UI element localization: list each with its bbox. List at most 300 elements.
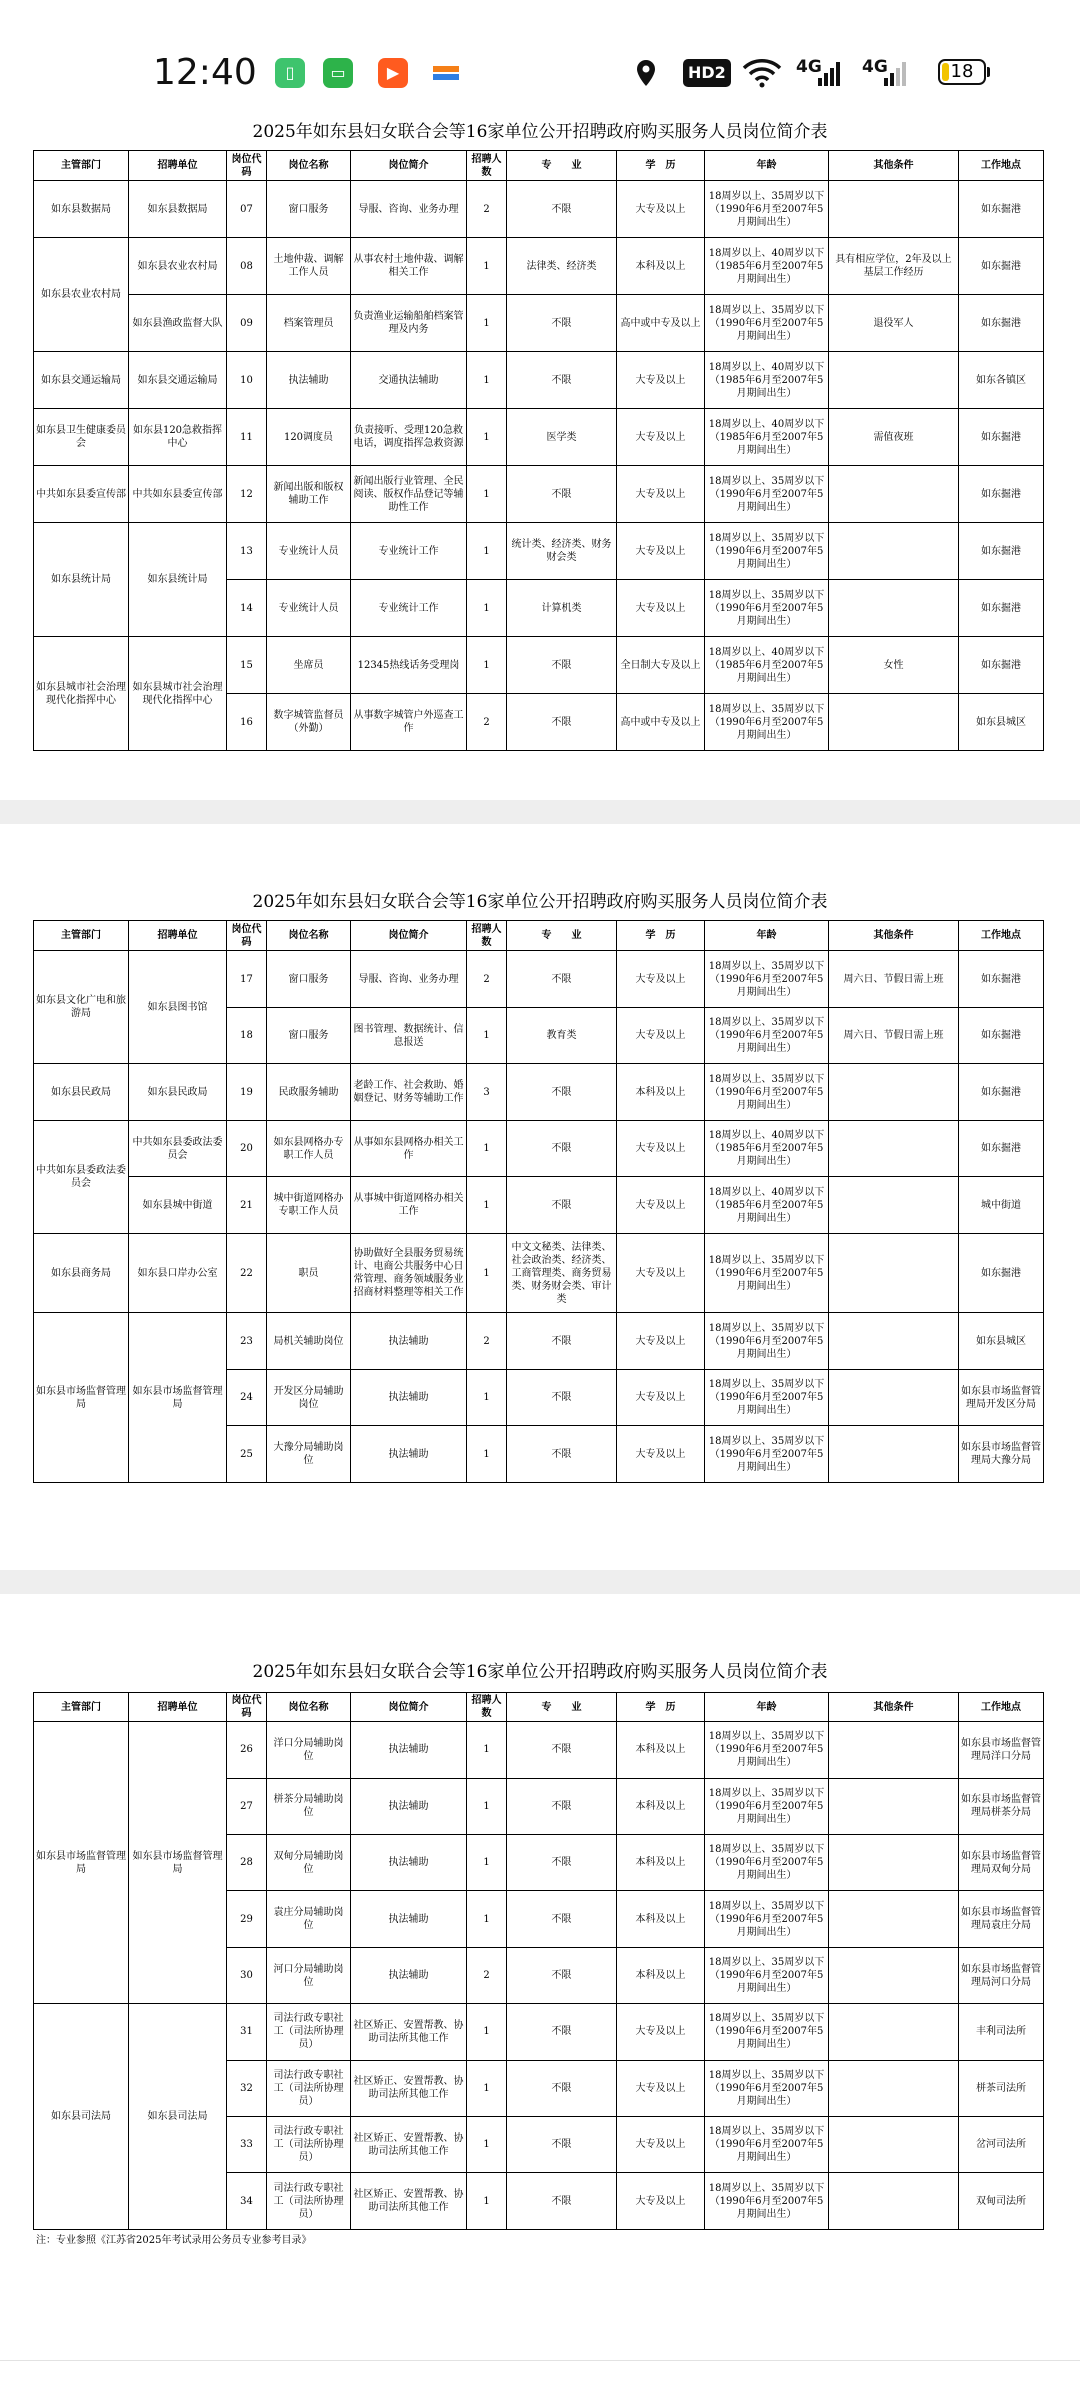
cell-num: 1 — [467, 580, 507, 637]
header-name: 岗位名称 — [267, 921, 351, 951]
cell-desc: 交通执法辅助 — [351, 352, 467, 409]
cell-other — [829, 1369, 959, 1426]
header-desc: 岗位简介 — [351, 151, 467, 181]
cell-num: 1 — [467, 1007, 507, 1064]
cell-place: 如东掘港 — [959, 466, 1044, 523]
cell-age: 18周岁以上、40周岁以下（1985年6月至2007年5月期间出生） — [705, 1177, 829, 1234]
cell-desc: 新闻出版行业管理、全民阅读、版权作品登记等辅助性工作 — [351, 466, 467, 523]
cell-code: 31 — [227, 2004, 267, 2060]
cell-major: 不限 — [507, 694, 617, 751]
cell-major: 不限 — [507, 1778, 617, 1834]
cell-edu: 大专及以上 — [617, 523, 705, 580]
cell-code: 27 — [227, 1778, 267, 1834]
cell-place: 丰利司法所 — [959, 2004, 1044, 2060]
cell-unit: 如东县市场监督管理局 — [129, 1722, 227, 2004]
page-title: 2025年如东县妇女联合会等16家单位公开招聘政府购买服务人员岗位简介表 — [252, 122, 828, 142]
cell-place: 如东掘港 — [959, 409, 1044, 466]
wifi-icon — [742, 58, 782, 88]
cell-code: 15 — [227, 637, 267, 694]
cell-place: 如东县城区 — [959, 1313, 1044, 1370]
cell-age: 18周岁以上、35周岁以下（1990年6月至2007年5月期间出生） — [705, 1426, 829, 1483]
cell-major: 不限 — [507, 352, 617, 409]
cell-dept: 如东县司法局 — [34, 2004, 129, 2230]
header-other: 其他条件 — [829, 151, 959, 181]
cell-other — [829, 1233, 959, 1313]
cell-code: 23 — [227, 1313, 267, 1370]
cell-name: 司法行政专职社工（司法所协理员） — [267, 2117, 351, 2173]
header-name: 岗位名称 — [267, 151, 351, 181]
cell-edu: 高中或中专及以上 — [617, 295, 705, 352]
cell-place: 如东掘港 — [959, 637, 1044, 694]
header-other: 其他条件 — [829, 921, 959, 951]
cell-dept: 如东县市场监督管理局 — [34, 1722, 129, 2004]
cell-code: 19 — [227, 1064, 267, 1121]
cell-code: 25 — [227, 1426, 267, 1483]
table-row — [34, 295, 1044, 352]
cell-edu: 大专及以上 — [617, 1177, 705, 1234]
cell-major: 不限 — [507, 1120, 617, 1177]
header-name: 岗位名称 — [267, 1693, 351, 1722]
cell-other — [829, 1835, 959, 1891]
cell-name: 窗口服务 — [267, 951, 351, 1008]
network-type-1: 4G — [796, 57, 822, 77]
cell-edu: 大专及以上 — [617, 1120, 705, 1177]
cell-other: 具有相应学位，2年及以上基层工作经历 — [829, 238, 959, 295]
header-unit: 招聘单位 — [129, 1693, 227, 1722]
cell-unit: 如东县市场监督管理局 — [129, 1313, 227, 1483]
cell-name: 窗口服务 — [267, 1007, 351, 1064]
table-row — [34, 523, 1044, 580]
cell-name: 职员 — [267, 1233, 351, 1313]
cell-code: 13 — [227, 523, 267, 580]
header-desc: 岗位简介 — [351, 921, 467, 951]
cell-major: 不限 — [507, 2173, 617, 2230]
cell-unit: 如东县渔政监督大队 — [129, 295, 227, 352]
cell-edu: 大专及以上 — [617, 580, 705, 637]
cell-other — [829, 1426, 959, 1483]
cell-other — [829, 694, 959, 751]
cell-place: 栟茶司法所 — [959, 2060, 1044, 2116]
wallet-app-icon — [431, 58, 461, 88]
cell-other — [829, 1064, 959, 1121]
cell-unit: 如东县统计局 — [129, 523, 227, 637]
cell-desc: 从事如东县网格办相关工作 — [351, 1120, 467, 1177]
table-row — [34, 466, 1044, 523]
cell-desc: 执法辅助 — [351, 1947, 467, 2003]
cell-num: 1 — [467, 352, 507, 409]
cell-code: 30 — [227, 1947, 267, 2003]
table-row — [34, 352, 1044, 409]
cell-num: 1 — [467, 466, 507, 523]
cell-desc: 12345热线话务受理岗 — [351, 637, 467, 694]
video-app-icon: ▶ — [378, 58, 408, 88]
cell-edu: 大专及以上 — [617, 1007, 705, 1064]
cell-num: 1 — [467, 2173, 507, 2230]
network-type-2: 4G — [862, 57, 888, 77]
cell-name: 开发区分局辅助岗位 — [267, 1369, 351, 1426]
cell-desc: 负责渔业运输船舶档案管理及内务 — [351, 295, 467, 352]
table-row — [34, 1313, 1044, 1370]
cell-place: 如东县市场监督管理局大豫分局 — [959, 1426, 1044, 1483]
cell-desc: 导服、咨询、业务办理 — [351, 951, 467, 1008]
cell-num: 1 — [467, 523, 507, 580]
cell-dept: 如东县民政局 — [34, 1064, 129, 1121]
cell-code: 28 — [227, 1835, 267, 1891]
cell-major: 不限 — [507, 1426, 617, 1483]
cell-major: 不限 — [507, 466, 617, 523]
cell-num: 1 — [467, 1233, 507, 1313]
cell-other: 女性 — [829, 637, 959, 694]
cell-desc: 执法辅助 — [351, 1426, 467, 1483]
header-unit: 招聘单位 — [129, 151, 227, 181]
cell-edu: 全日制大专及以上 — [617, 637, 705, 694]
cell-age: 18周岁以上、35周岁以下（1990年6月至2007年5月期间出生） — [705, 1233, 829, 1313]
header-desc: 岗位简介 — [351, 1693, 467, 1722]
clock: 12:40 — [153, 52, 257, 93]
battery-level: 18 — [950, 61, 974, 82]
cell-name: 洋口分局辅助岗位 — [267, 1722, 351, 1778]
cell-age: 18周岁以上、35周岁以下（1990年6月至2007年5月期间出生） — [705, 1007, 829, 1064]
cell-place: 如东掘港 — [959, 1120, 1044, 1177]
cell-edu: 大专及以上 — [617, 466, 705, 523]
cell-unit: 如东县图书馆 — [129, 951, 227, 1064]
cell-edu: 大专及以上 — [617, 2117, 705, 2173]
cell-other — [829, 523, 959, 580]
cell-place: 如东各镇区 — [959, 352, 1044, 409]
cell-desc: 老龄工作、社会救助、婚姻登记、财务等辅助工作 — [351, 1064, 467, 1121]
cell-other: 需值夜班 — [829, 409, 959, 466]
cell-other: 退役军人 — [829, 295, 959, 352]
cell-desc: 专业统计工作 — [351, 523, 467, 580]
cell-name: 袁庄分局辅助岗位 — [267, 1891, 351, 1947]
status-bar — [0, 50, 1080, 96]
cell-dept: 如东县农业农村局 — [34, 238, 129, 352]
cell-place: 如东掘港 — [959, 523, 1044, 580]
header-unit: 招聘单位 — [129, 921, 227, 951]
header-edu: 学 历 — [617, 921, 705, 951]
cell-code: 14 — [227, 580, 267, 637]
cell-num: 2 — [467, 951, 507, 1008]
cell-desc: 社区矫正、安置帮教、协助司法所其他工作 — [351, 2173, 467, 2230]
cell-age: 18周岁以上、35周岁以下（1990年6月至2007年5月期间出生） — [705, 2004, 829, 2060]
cell-name: 司法行政专职社工（司法所协理员） — [267, 2004, 351, 2060]
cell-place: 如东掘港 — [959, 238, 1044, 295]
cell-major: 医学类 — [507, 409, 617, 466]
cell-edu: 大专及以上 — [617, 2060, 705, 2116]
cell-num: 1 — [467, 1177, 507, 1234]
cell-place: 如东掘港 — [959, 295, 1044, 352]
cell-desc: 负责接听、受理120急救电话，调度指挥急救资源 — [351, 409, 467, 466]
cell-edu: 本科及以上 — [617, 1947, 705, 2003]
table-header-row — [34, 921, 1044, 951]
cell-age: 18周岁以上、35周岁以下（1990年6月至2007年5月期间出生） — [705, 295, 829, 352]
cell-desc: 协助做好全县服务贸易统计、电商公共服务中心日常管理、商务领域服务业招商材料整理等相关工作 — [351, 1233, 467, 1313]
page-title: 2025年如东县妇女联合会等16家单位公开招聘政府购买服务人员岗位简介表 — [252, 1662, 828, 1682]
header-edu: 学 历 — [617, 151, 705, 181]
cell-major: 不限 — [507, 2117, 617, 2173]
table-row — [34, 1120, 1044, 1177]
cell-dept: 如东县商务局 — [34, 1233, 129, 1313]
cell-num: 2 — [467, 694, 507, 751]
cell-code: 12 — [227, 466, 267, 523]
cell-age: 18周岁以上、35周岁以下（1990年6月至2007年5月期间出生） — [705, 2173, 829, 2230]
cell-name: 栟茶分局辅助岗位 — [267, 1778, 351, 1834]
cell-age: 18周岁以上、35周岁以下（1990年6月至2007年5月期间出生） — [705, 2060, 829, 2116]
cell-major: 不限 — [507, 1891, 617, 1947]
cell-name: 司法行政专职社工（司法所协理员） — [267, 2060, 351, 2116]
cell-num: 1 — [467, 1722, 507, 1778]
table-row — [34, 2004, 1044, 2060]
cell-code: 08 — [227, 238, 267, 295]
cell-desc: 社区矫正、安置帮教、协助司法所其他工作 — [351, 2117, 467, 2173]
cell-desc: 执法辅助 — [351, 1891, 467, 1947]
cell-name: 局机关辅助岗位 — [267, 1313, 351, 1370]
header-code: 岗位代码 — [227, 1693, 267, 1722]
cell-code: 18 — [227, 1007, 267, 1064]
cell-major: 不限 — [507, 295, 617, 352]
cell-major: 不限 — [507, 637, 617, 694]
cell-other: 周六日、节假日需上班 — [829, 951, 959, 1008]
cell-edu: 大专及以上 — [617, 1233, 705, 1313]
cell-place: 如东县市场监督管理局河口分局 — [959, 1947, 1044, 2003]
cell-age: 18周岁以上、35周岁以下（1990年6月至2007年5月期间出生） — [705, 1891, 829, 1947]
header-num: 招聘人数 — [467, 1693, 507, 1722]
cell-desc: 执法辅助 — [351, 1313, 467, 1370]
cell-place: 如东掘港 — [959, 181, 1044, 238]
cell-desc: 执法辅助 — [351, 1369, 467, 1426]
table-row — [34, 1177, 1044, 1234]
cell-age: 18周岁以上、35周岁以下（1990年6月至2007年5月期间出生） — [705, 951, 829, 1008]
cell-other — [829, 2060, 959, 2116]
page-separator — [0, 1570, 1080, 1594]
cell-code: 16 — [227, 694, 267, 751]
hd-voice-badge: HD2 — [683, 59, 731, 87]
cell-name: 司法行政专职社工（司法所协理员） — [267, 2173, 351, 2230]
cell-num: 1 — [467, 1426, 507, 1483]
cell-place: 岔河司法所 — [959, 2117, 1044, 2173]
cell-other — [829, 181, 959, 238]
cell-other: 周六日、节假日需上班 — [829, 1007, 959, 1064]
cell-desc: 执法辅助 — [351, 1722, 467, 1778]
header-age: 年龄 — [705, 151, 829, 181]
header-code: 岗位代码 — [227, 921, 267, 951]
cell-age: 18周岁以上、40周岁以下（1985年6月至2007年5月期间出生） — [705, 1120, 829, 1177]
cell-dept: 中共如东县委宣传部 — [34, 466, 129, 523]
cell-name: 执法辅助 — [267, 352, 351, 409]
cell-num: 3 — [467, 1064, 507, 1121]
cell-desc: 社区矫正、安置帮教、协助司法所其他工作 — [351, 2060, 467, 2116]
cell-num: 1 — [467, 1369, 507, 1426]
cell-num: 2 — [467, 1313, 507, 1370]
cell-age: 18周岁以上、40周岁以下（1985年6月至2007年5月期间出生） — [705, 352, 829, 409]
cell-major: 不限 — [507, 1947, 617, 2003]
cell-desc: 执法辅助 — [351, 1835, 467, 1891]
cell-name: 双甸分局辅助岗位 — [267, 1835, 351, 1891]
cell-place: 双甸司法所 — [959, 2173, 1044, 2230]
cell-edu: 大专及以上 — [617, 1313, 705, 1370]
cell-desc: 从事农村土地仲裁、调解相关工作 — [351, 238, 467, 295]
cell-age: 18周岁以上、35周岁以下（1990年6月至2007年5月期间出生） — [705, 2117, 829, 2173]
cell-desc: 执法辅助 — [351, 1778, 467, 1834]
cell-age: 18周岁以上、35周岁以下（1990年6月至2007年5月期间出生） — [705, 1722, 829, 1778]
table-row — [34, 951, 1044, 1008]
cell-dept: 如东县城市社会治理现代化指挥中心 — [34, 637, 129, 751]
cell-unit: 如东县城市社会治理现代化指挥中心 — [129, 637, 227, 751]
cell-age: 18周岁以上、40周岁以下（1985年6月至2007年5月期间出生） — [705, 409, 829, 466]
cell-unit: 如东县城中街道 — [129, 1177, 227, 1234]
header-major: 专 业 — [507, 151, 617, 181]
position-table-1 — [33, 150, 1044, 751]
cell-desc: 图书管理、数据统计、信息报送 — [351, 1007, 467, 1064]
cell-other — [829, 1891, 959, 1947]
cell-name: 窗口服务 — [267, 181, 351, 238]
cell-dept: 如东县统计局 — [34, 523, 129, 637]
cell-edu: 大专及以上 — [617, 352, 705, 409]
cell-code: 34 — [227, 2173, 267, 2230]
cell-num: 1 — [467, 1120, 507, 1177]
cell-name: 专业统计人员 — [267, 580, 351, 637]
cell-desc: 社区矫正、安置帮教、协助司法所其他工作 — [351, 2004, 467, 2060]
cell-age: 18周岁以上、40周岁以下（1985年6月至2007年5月期间出生） — [705, 238, 829, 295]
cell-age: 18周岁以上、35周岁以下（1990年6月至2007年5月期间出生） — [705, 1947, 829, 2003]
cell-other — [829, 1778, 959, 1834]
cell-code: 20 — [227, 1120, 267, 1177]
cell-major: 不限 — [507, 1722, 617, 1778]
app-notification-icon: ▯ — [275, 58, 305, 88]
cell-major: 不限 — [507, 181, 617, 238]
cell-dept: 如东县交通运输局 — [34, 352, 129, 409]
cell-place: 如东县市场监督管理局栟茶分局 — [959, 1778, 1044, 1834]
cell-dept: 如东县卫生健康委员会 — [34, 409, 129, 466]
cell-code: 26 — [227, 1722, 267, 1778]
header-num: 招聘人数 — [467, 921, 507, 951]
cell-edu: 大专及以上 — [617, 1369, 705, 1426]
cell-name: 新闻出版和版权辅助工作 — [267, 466, 351, 523]
cell-age: 18周岁以上、35周岁以下（1990年6月至2007年5月期间出生） — [705, 181, 829, 238]
cell-other — [829, 352, 959, 409]
cell-dept: 如东县数据局 — [34, 181, 129, 238]
cell-place: 如东掘港 — [959, 1007, 1044, 1064]
cell-edu: 本科及以上 — [617, 1891, 705, 1947]
cell-code: 29 — [227, 1891, 267, 1947]
table-row — [34, 1233, 1044, 1313]
cell-major: 法律类、经济类 — [507, 238, 617, 295]
cell-major: 不限 — [507, 1064, 617, 1121]
page-title: 2025年如东县妇女联合会等16家单位公开招聘政府购买服务人员岗位简介表 — [252, 892, 828, 912]
cell-code: 21 — [227, 1177, 267, 1234]
cell-age: 18周岁以上、35周岁以下（1990年6月至2007年5月期间出生） — [705, 1778, 829, 1834]
cell-place: 如东县市场监督管理局双甸分局 — [959, 1835, 1044, 1891]
header-other: 其他条件 — [829, 1693, 959, 1722]
cell-major: 不限 — [507, 2060, 617, 2116]
cell-other — [829, 2117, 959, 2173]
cell-other — [829, 1177, 959, 1234]
message-app-icon: ▭ — [323, 58, 353, 88]
header-dept: 主管部门 — [34, 151, 129, 181]
table-row — [34, 1722, 1044, 1778]
cell-other — [829, 2173, 959, 2230]
cell-major: 不限 — [507, 2004, 617, 2060]
cell-num: 1 — [467, 637, 507, 694]
cell-edu: 本科及以上 — [617, 1064, 705, 1121]
cell-age: 18周岁以上、35周岁以下（1990年6月至2007年5月期间出生） — [705, 1313, 829, 1370]
cell-place: 如东县城区 — [959, 694, 1044, 751]
cell-name: 数字城管监督员（外勤） — [267, 694, 351, 751]
cell-name: 坐席员 — [267, 637, 351, 694]
cell-age: 18周岁以上、35周岁以下（1990年6月至2007年5月期间出生） — [705, 466, 829, 523]
cell-code: 32 — [227, 2060, 267, 2116]
cell-edu: 大专及以上 — [617, 181, 705, 238]
cell-major: 计算机类 — [507, 580, 617, 637]
cell-code: 33 — [227, 2117, 267, 2173]
cell-age: 18周岁以上、35周岁以下（1990年6月至2007年5月期间出生） — [705, 580, 829, 637]
cell-num: 1 — [467, 2117, 507, 2173]
cell-major: 不限 — [507, 1177, 617, 1234]
table-row — [34, 637, 1044, 694]
cell-unit: 如东县民政局 — [129, 1064, 227, 1121]
cell-name: 民政服务辅助 — [267, 1064, 351, 1121]
cell-desc: 导服、咨询、业务办理 — [351, 181, 467, 238]
cell-desc: 从事数字城管户外巡查工作 — [351, 694, 467, 751]
cell-desc: 专业统计工作 — [351, 580, 467, 637]
cell-edu: 本科及以上 — [617, 1722, 705, 1778]
cell-unit: 如东县数据局 — [129, 181, 227, 238]
cell-major: 中文文秘类、法律类、社会政治类、经济类、工商管理类、商务贸易类、财务财会类、审计类 — [507, 1233, 617, 1313]
cell-other — [829, 1120, 959, 1177]
cell-place: 城中街道 — [959, 1177, 1044, 1234]
cell-name: 档案管理员 — [267, 295, 351, 352]
cell-code: 07 — [227, 181, 267, 238]
cell-edu: 高中或中专及以上 — [617, 694, 705, 751]
mobile-signal-1-icon — [796, 58, 846, 88]
cell-name: 大豫分局辅助岗位 — [267, 1426, 351, 1483]
position-table-2 — [33, 920, 1044, 1483]
cell-unit: 中共如东县委政法委员会 — [129, 1120, 227, 1177]
cell-num: 1 — [467, 1835, 507, 1891]
cell-major: 不限 — [507, 951, 617, 1008]
header-edu: 学 历 — [617, 1693, 705, 1722]
cell-age: 18周岁以上、35周岁以下（1990年6月至2007年5月期间出生） — [705, 523, 829, 580]
cell-desc: 从事城中街道网格办相关工作 — [351, 1177, 467, 1234]
cell-code: 17 — [227, 951, 267, 1008]
cell-edu: 大专及以上 — [617, 409, 705, 466]
cell-major: 不限 — [507, 1369, 617, 1426]
bottom-divider — [0, 2360, 1080, 2361]
cell-dept: 如东县市场监督管理局 — [34, 1313, 129, 1483]
cell-age: 18周岁以上、35周岁以下（1990年6月至2007年5月期间出生） — [705, 1064, 829, 1121]
header-place: 工作地点 — [959, 1693, 1044, 1722]
cell-place: 如东掘港 — [959, 951, 1044, 1008]
cell-name: 专业统计人员 — [267, 523, 351, 580]
cell-edu: 本科及以上 — [617, 238, 705, 295]
cell-major: 不限 — [507, 1313, 617, 1370]
cell-age: 18周岁以上、35周岁以下（1990年6月至2007年5月期间出生） — [705, 694, 829, 751]
cell-num: 1 — [467, 2004, 507, 2060]
cell-place: 如东掘港 — [959, 1233, 1044, 1313]
cell-unit: 如东县农业农村局 — [129, 238, 227, 295]
cell-other — [829, 2004, 959, 2060]
cell-other — [829, 1947, 959, 2003]
header-age: 年龄 — [705, 1693, 829, 1722]
cell-num: 1 — [467, 2060, 507, 2116]
location-icon — [633, 58, 659, 88]
table-row — [34, 238, 1044, 295]
cell-unit: 如东县交通运输局 — [129, 352, 227, 409]
cell-other — [829, 580, 959, 637]
battery-tip — [987, 67, 990, 77]
cell-other — [829, 1722, 959, 1778]
cell-num: 2 — [467, 181, 507, 238]
